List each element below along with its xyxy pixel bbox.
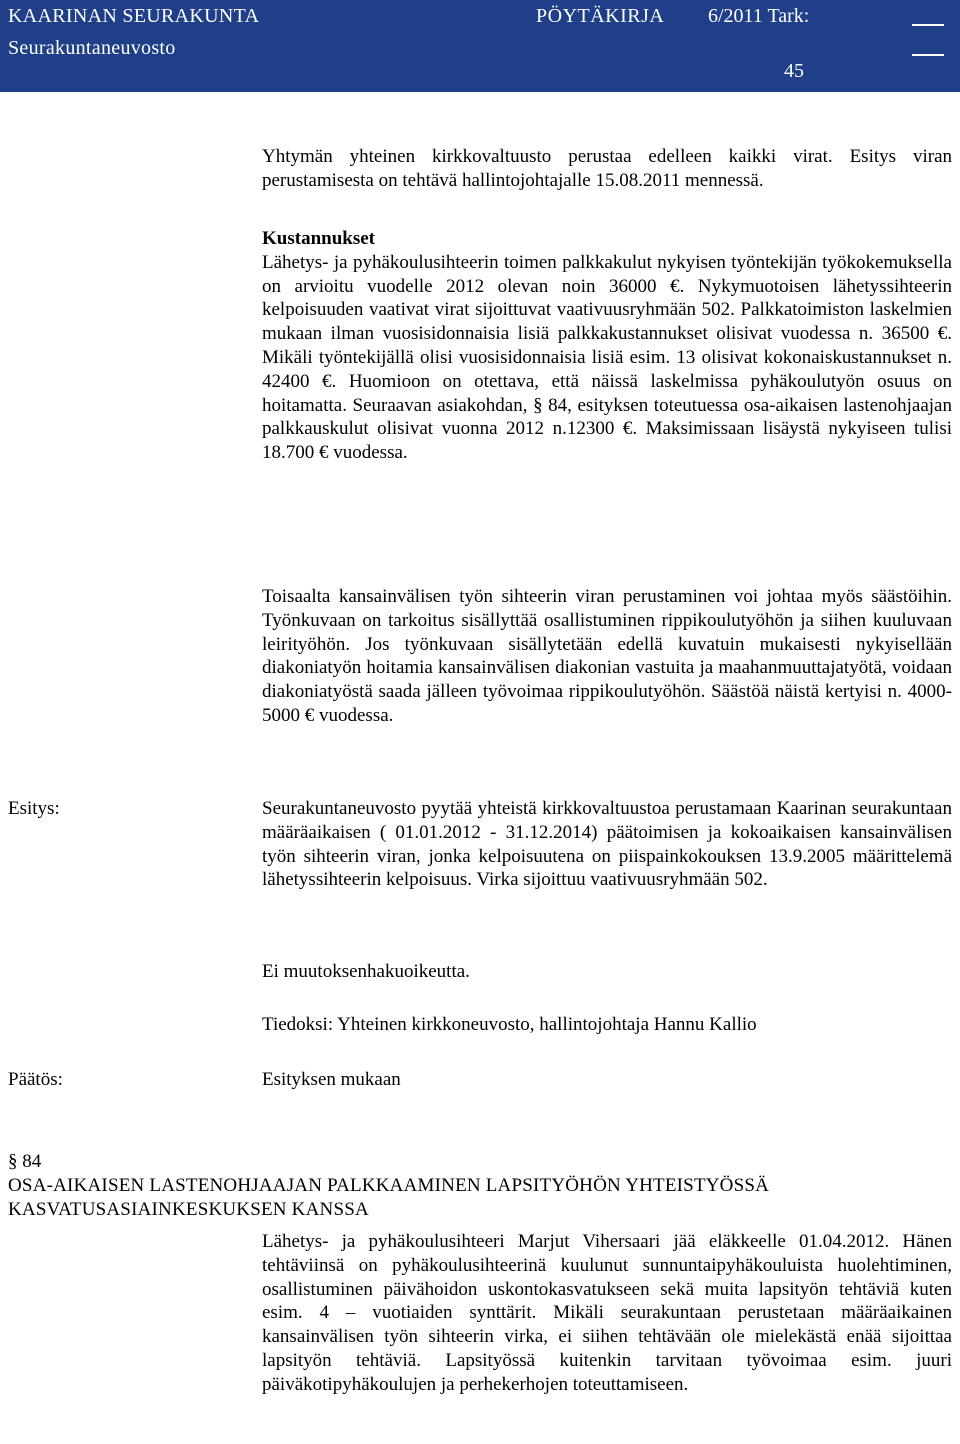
section-title-line-1: OSA-AIKAISEN LASTENOHJAAJAN PALKKAAMINEN LAPSITYÖHÖN YHTEISTYÖSSÄ bbox=[8, 1175, 770, 1196]
section-84-body: Lähetys- ja pyhäkoulusihteeri Marjut Vihersaari jää eläkkeelle 01.04.2012. Hänen tehtäviinsä on pyhäkoulusihteerinä kuulunut sunnuntaipyhäkouluista huolehtiminen, osallistuminen päivähoidon uskontokasvatukseen sekä muita lapsityön tehtäviä kuten esim. 4 – vuotiaiden synttärit. Mikäli seurakuntaan perustetaan määräaikainen kansainvälisen työn sihteerin virka, ei siihen tehtävään ole mielekästä enää sijoittaa lapsityön tehtäviä. Lapsityössä kuitenkin tarvitaan työvoimaa esim. juuri päiväkotipyhäkoulujen ja perhekerhojen toteuttamiseen. bbox=[262, 1231, 952, 1395]
costs-block bbox=[262, 227, 952, 465]
header-check-blank-1 bbox=[912, 24, 944, 26]
header-check-blank-2 bbox=[912, 54, 944, 56]
paragraph-notification: Tiedoksi: Yhteinen kirkkoneuvosto, hallintojohtaja Hannu Kallio bbox=[262, 1014, 757, 1035]
header-organization: KAARINAN SEURAKUNTA bbox=[8, 5, 260, 27]
header-doc-type: PÖYTÄKIRJA bbox=[536, 5, 665, 27]
header-body: Seurakuntaneuvosto bbox=[8, 37, 176, 59]
document-header bbox=[0, 0, 960, 92]
paragraph-costs: Lähetys- ja pyhäkoulusihteerin toimen palkkakulut nykyisen työntekijän työkokemuksella on arvioitu vuodelle 2012 olevan noin 36000 €. Nykymuotoisen lähetyssihteerin kelpoisuuden vaativat virat sijoittuvat vaativuusryhmään 502. Palkkatoimiston laskelmien mukaan ilman vuosisidonnaisia lisiä palkkakustannukset olisivat vuodessa n. 36500 €. Mikäli työntekijällä olisi vuosisidonnaisia lisiä esim. 13 olisivat kokonaiskustannukset n. 42400 €. Huomioon on otettava, että näissä laskelmissa pyhäkoulutyön osuus on hoitamatta. Seuraavan asiakohdan, § 84, esityksen toteutuessa osa-aikaisen lastenohjaajan palkkauskulut olisivat vuonna 2012 n.12300 €. Maksimissaan lisäystä nykyiseen tulisi 18.700 € vuodessa. bbox=[262, 251, 952, 464]
paragraph-council: Yhtymän yhteinen kirkkovaltuusto perustaa edelleen kaikki virat. Esitys viran perustamisesta on tehtävä hallintojohtajalle 15.08.2011 mennessä. bbox=[262, 146, 952, 191]
paragraph-no-appeal: Ei muutoksenhakuoikeutta. bbox=[262, 961, 470, 982]
paatos-label: Päätös: bbox=[8, 1069, 63, 1090]
section-number: § 84 bbox=[8, 1151, 42, 1172]
section-84-header bbox=[8, 1150, 952, 1222]
esitys-label: Esitys: bbox=[8, 798, 60, 819]
header-number: 6/2011 Tark: bbox=[708, 5, 810, 27]
page-number: 45 bbox=[784, 60, 804, 82]
decision-text: Esityksen mukaan bbox=[262, 1069, 401, 1090]
paragraph-savings: Toisaalta kansainvälisen työn sihteerin viran perustaminen voi johtaa myös säästöihin. Työnkuvaan on tarkoitus sisällyttää osallistuminen rippikoulutyöhön ja siihen kuuluvaan leirityöhön. Jos työnkuvaan sisällytetään edellä kuvatuin mukaisesti nykyisellään diakoniatyön hoitamia kansainvälisen diakonian vastuita ja maahanmuuttajatyötä, voidaan diakoniatyöstä saada jälleen työvoimaa rippikoulutyöhön. Säästöä näistä kertyisi n. 4000-5000 € vuodessa. bbox=[262, 586, 952, 726]
section-title-line-2: KASVATUSASIAINKESKUKSEN KANSSA bbox=[8, 1199, 369, 1220]
paragraph-proposal: Seurakuntaneuvosto pyytää yhteistä kirkkovaltuustoa perustamaan Kaarinan seurakuntaan määräaikaisen ( 01.01.2012 - 31.12.2014) päätoimisen ja kokoaikaisen kansainvälisen työn sihteerin viran, jonka kelpoisuutena on piispainkokouksen 13.9.2005 määrittelemä lähetyssihteerin kelpoisuus. Virka sijoittuu vaativuusryhmään 502. bbox=[262, 798, 952, 891]
costs-heading: Kustannukset bbox=[262, 228, 375, 249]
